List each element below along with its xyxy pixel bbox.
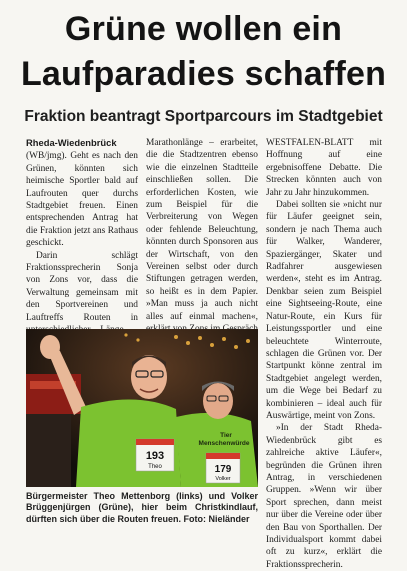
headline-line-2: Laufparadies schaffen	[20, 55, 387, 93]
article-paragraph: Marathonlänge – erarbeitet, die die Stadtzentren ebenso wie die einzelnen Stadtteile einschließen sollen. Die erforderlichen Kosten, wie zum Beispiel für die Verbreiterung von Wegen oder fehlende Beleuchtung, könnten durch Sponsoren aus der Wirtschaft, von den Vereinen selbst oder durch Stiftungen getragen werden, so heißt es in dem Papier. »Man muss ja auch nicht alles auf einmal machen«,	[146, 138, 258, 322]
headline-line-1: Grüne wollen ein	[64, 10, 343, 48]
bib-name-right: Volker	[215, 476, 231, 482]
runners-photo	[26, 329, 258, 487]
bib-number-right: 179	[214, 464, 232, 475]
article-paragraph: Dabei sollten sie »nicht nur für Läufer geeignet sein, sondern je nach Thema auch für Walker, Wanderer, Spaziergänger, Skater und Radfahrer ausgewiesen werden«, steht es im Antrag. Denkbar seien zum Beispiel eine Sightseeing-Route, eine Natur-Route, ein Kurs für Leistungssportler und eine beleuchtete Winterroute, schlagen die Grünen vor. Der Startpunkt könne zentral im Stadtgebiet angelegt werden, um die Wege bei Bedarf zu kombinieren – ideal auch für Auswärtige, meint von Zons.	[266, 200, 382, 421]
article-column-1	[26, 137, 138, 361]
article-column-3	[266, 137, 382, 571]
article-paragraph: »In der Stadt Rheda-Wiedenbrück gibt es zahlreiche aktive Läufer«, begründen die Grünen ihren Antrag, in verschiedenen Gruppen. »Wenn wir über Sport sprechen, dann meist nur über die Vereine oder über den Bau von Sporthallen. Der Individualsport kommt dabei oft zu kurz«, erklärt die Fraktionssprecherin.	[266, 423, 382, 570]
subheadline: Fraktion beantragt Sportparcours im Stadtgebiet	[24, 108, 383, 125]
bib-number-left: 193	[145, 450, 165, 462]
article-paragraph: WESTFALEN-BLATT mit Hoffnung auf eine ergebnisoffene Debatte. Die Strecken könnten auch von Jahr zu Jahr hinzukommen.	[266, 138, 382, 198]
shirt-text-line-1: Tier	[220, 432, 232, 439]
article-paragraph	[26, 137, 138, 250]
article-text: (WB/jmg). Geht es nach den Grünen, könnten sich heimische Sportler bald auf Laufrouten quer durchs Stadtgebiet freuen. Einen entsprechenden Antrag hat die Fraktion jetzt ans Rathaus geschickt.	[26, 151, 138, 249]
dateline: Rheda-Wiedenbrück	[26, 137, 117, 148]
article-paragraph: Darin schlägt Fraktionssprecherin Sonja von Zons vor, dass die Verwaltung gemeinsam mit den Sportvereinen und Lauftreffs Routen in	[26, 250, 138, 323]
article-column-2	[146, 137, 258, 348]
shirt-text-line-2: Menschenwürde	[198, 440, 250, 447]
bib-name-left: Theo	[148, 464, 162, 470]
photo-caption: Bürgermeister Theo Mettenborg (links) und Volker Brüggenjürgen (Grüne), hier beim Christkindlauf, dürften sich über die Routen freuen. Foto: Nieländer	[26, 491, 258, 524]
